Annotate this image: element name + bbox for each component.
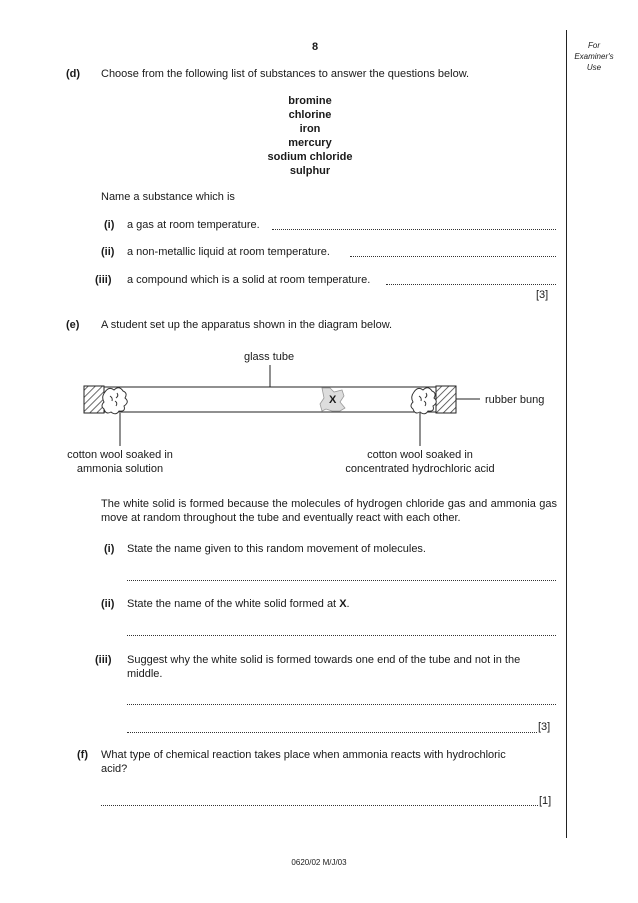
part-d-label: (d) <box>66 68 81 80</box>
right-rubber-bung <box>436 386 456 413</box>
substance-iron: iron <box>299 123 321 135</box>
label-left-wool-line2: ammonia solution <box>76 463 164 475</box>
part-e-label: (e) <box>66 319 80 331</box>
part-d-q3-label: (iii) <box>95 274 112 286</box>
part-f-marks: [1] <box>539 795 552 807</box>
part-d-marks: [3] <box>536 289 549 301</box>
part-e-q1-text: State the name given to this random movement of molecules. <box>127 543 426 555</box>
part-e-q3-label: (iii) <box>95 654 112 666</box>
label-x: X <box>329 394 337 406</box>
part-e-q2-answer-line[interactable] <box>127 635 556 636</box>
substance-sodium-chloride: sodium chloride <box>267 151 353 163</box>
part-e-q3-line1: Suggest why the white solid is formed towards one end of the tube and not in the <box>127 654 521 666</box>
part-e-q3-line2: middle. <box>127 668 163 680</box>
part-f-line2: acid? <box>101 763 128 775</box>
part-d-prompt: Name a substance which is <box>101 191 235 203</box>
substance-sulphur: sulphur <box>289 165 331 177</box>
label-right-wool-line1: cotton wool soaked in <box>367 449 473 461</box>
part-d-intro: Choose from the following list of substances to answer the questions below. <box>101 68 470 80</box>
footer-code: 0620/02 M/J/03 <box>291 858 347 867</box>
substance-mercury: mercury <box>288 137 332 149</box>
part-e-q2-text: State the name of the white solid formed at X. <box>127 598 350 610</box>
substance-chlorine: chlorine <box>288 109 332 121</box>
part-e-q1-answer-line[interactable] <box>127 580 556 581</box>
label-right-wool-line2: concentrated hydrochloric acid <box>345 463 495 475</box>
part-e-q1-label: (i) <box>104 543 115 555</box>
part-e-marks: [3] <box>538 721 551 733</box>
page-number: 8 <box>312 41 319 53</box>
part-d-q1-text: a gas at room temperature. <box>127 219 260 231</box>
examiner-use-label: For Examiner's Use <box>574 41 614 72</box>
part-e-q2-label: (ii) <box>101 598 115 610</box>
substance-bromine: bromine <box>288 95 332 107</box>
label-left-wool-line1: cotton wool soaked in <box>67 449 173 461</box>
label-rubber-bung: rubber bung <box>485 394 545 406</box>
label-glass-tube: glass tube <box>244 351 295 363</box>
part-e-q3-answer-line-2[interactable] <box>127 732 537 733</box>
left-cotton-wool <box>102 388 127 414</box>
right-cotton-wool <box>411 388 436 414</box>
part-d-q2-text: a non-metallic liquid at room temperature. <box>127 246 330 258</box>
left-rubber-bung <box>84 386 104 413</box>
part-e-q3-answer-line-1[interactable] <box>127 704 556 705</box>
part-d-q1-label: (i) <box>104 219 115 231</box>
part-e-explanation: The white solid is formed because the molecules of hydrogen chloride gas and ammonia gas move at random throughout the tube and eventually react with each other. <box>101 498 557 524</box>
part-f-label: (f) <box>77 749 88 761</box>
part-d-q3-text: a compound which is a solid at room temperature. <box>127 274 371 286</box>
part-e-intro: A student set up the apparatus shown in the diagram below. <box>101 319 393 331</box>
part-f-line1: What type of chemical reaction takes place when ammonia reacts with hydrochloric <box>101 749 506 761</box>
part-d-q2-label: (ii) <box>101 246 115 258</box>
part-f-answer-line[interactable] <box>101 805 538 806</box>
